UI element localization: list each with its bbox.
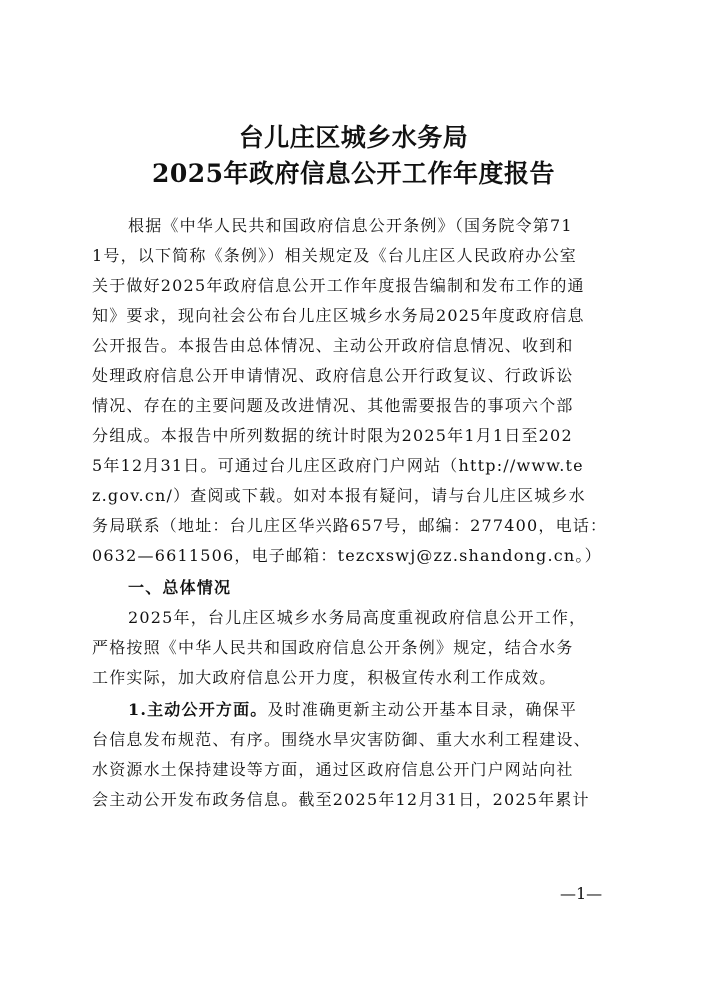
overview-line: 工作实际，加大政府信息公开力度，积极宣传水利工作成效。 bbox=[92, 668, 557, 687]
intro-line: 根据《中华人民共和国政府信息公开条例》（国务院令第71 bbox=[128, 216, 573, 235]
item1-first-rest: 及时准确更新主动公开基本目录，确保平 bbox=[267, 700, 578, 719]
page-number: —1— bbox=[560, 884, 603, 903]
item1-first-line bbox=[128, 700, 622, 720]
section-heading-overview: 一、总体情况 bbox=[128, 578, 232, 597]
item1-line: 会主动公开发布政务信息。截至2025年12月31日，2025年累计 bbox=[92, 790, 590, 809]
intro-line: 务局联系（地址：台儿庄区华兴路657号，邮编：277400，电话： bbox=[92, 516, 608, 535]
intro-line: 关于做好2025年政府信息公开工作年度报告编制和发布工作的通 bbox=[92, 276, 585, 295]
intro-line: 分组成。本报告中所列数据的统计时限为2025年1月1日至202 bbox=[92, 426, 573, 445]
intro-line: 5年12月31日。可通过台儿庄区政府门户网站（http://www.te bbox=[92, 456, 584, 475]
report-title-line1: 台儿庄区城乡水务局 bbox=[238, 123, 469, 152]
intro-line: 处理政府信息公开申请情况、政府信息公开行政复议、行政诉讼 bbox=[92, 366, 574, 385]
intro-line: 情况、存在的主要问题及改进情况、其他需要报告的事项六个部 bbox=[92, 396, 574, 415]
overview-line: 严格按照《中华人民共和国政府信息公开条例》规定，结合水务 bbox=[92, 638, 574, 657]
report-title-line2: 2025年政府信息公开工作年度报告 bbox=[151, 159, 556, 188]
item1-lead: 1.主动公开方面。 bbox=[128, 700, 268, 719]
item1-line: 水资源水土保持建设等方面，通过区政府信息公开门户网站向社 bbox=[92, 760, 574, 779]
intro-line: z.gov.cn/）查阅或下载。如对本报有疑问，请与台儿庄区城乡水 bbox=[92, 486, 586, 505]
intro-line: 公开报告。本报告由总体情况、主动公开政府信息情况、收到和 bbox=[92, 336, 574, 355]
overview-line: 2025年，台儿庄区城乡水务局高度重视政府信息公开工作， bbox=[128, 608, 587, 627]
intro-line: 1号，以下简称《条例》）相关规定及《台儿庄区人民政府办公室 bbox=[92, 246, 577, 265]
item1-line: 台信息发布规范、有序。围绕水旱灾害防御、重大水利工程建设、 bbox=[92, 730, 591, 749]
intro-line: 0632—6611506，电子邮箱：tezcxswj@zz.shandong.cn。） bbox=[92, 546, 602, 565]
intro-line: 知》要求，现向社会公布台儿庄区城乡水务局2025年度政府信息 bbox=[92, 306, 585, 325]
